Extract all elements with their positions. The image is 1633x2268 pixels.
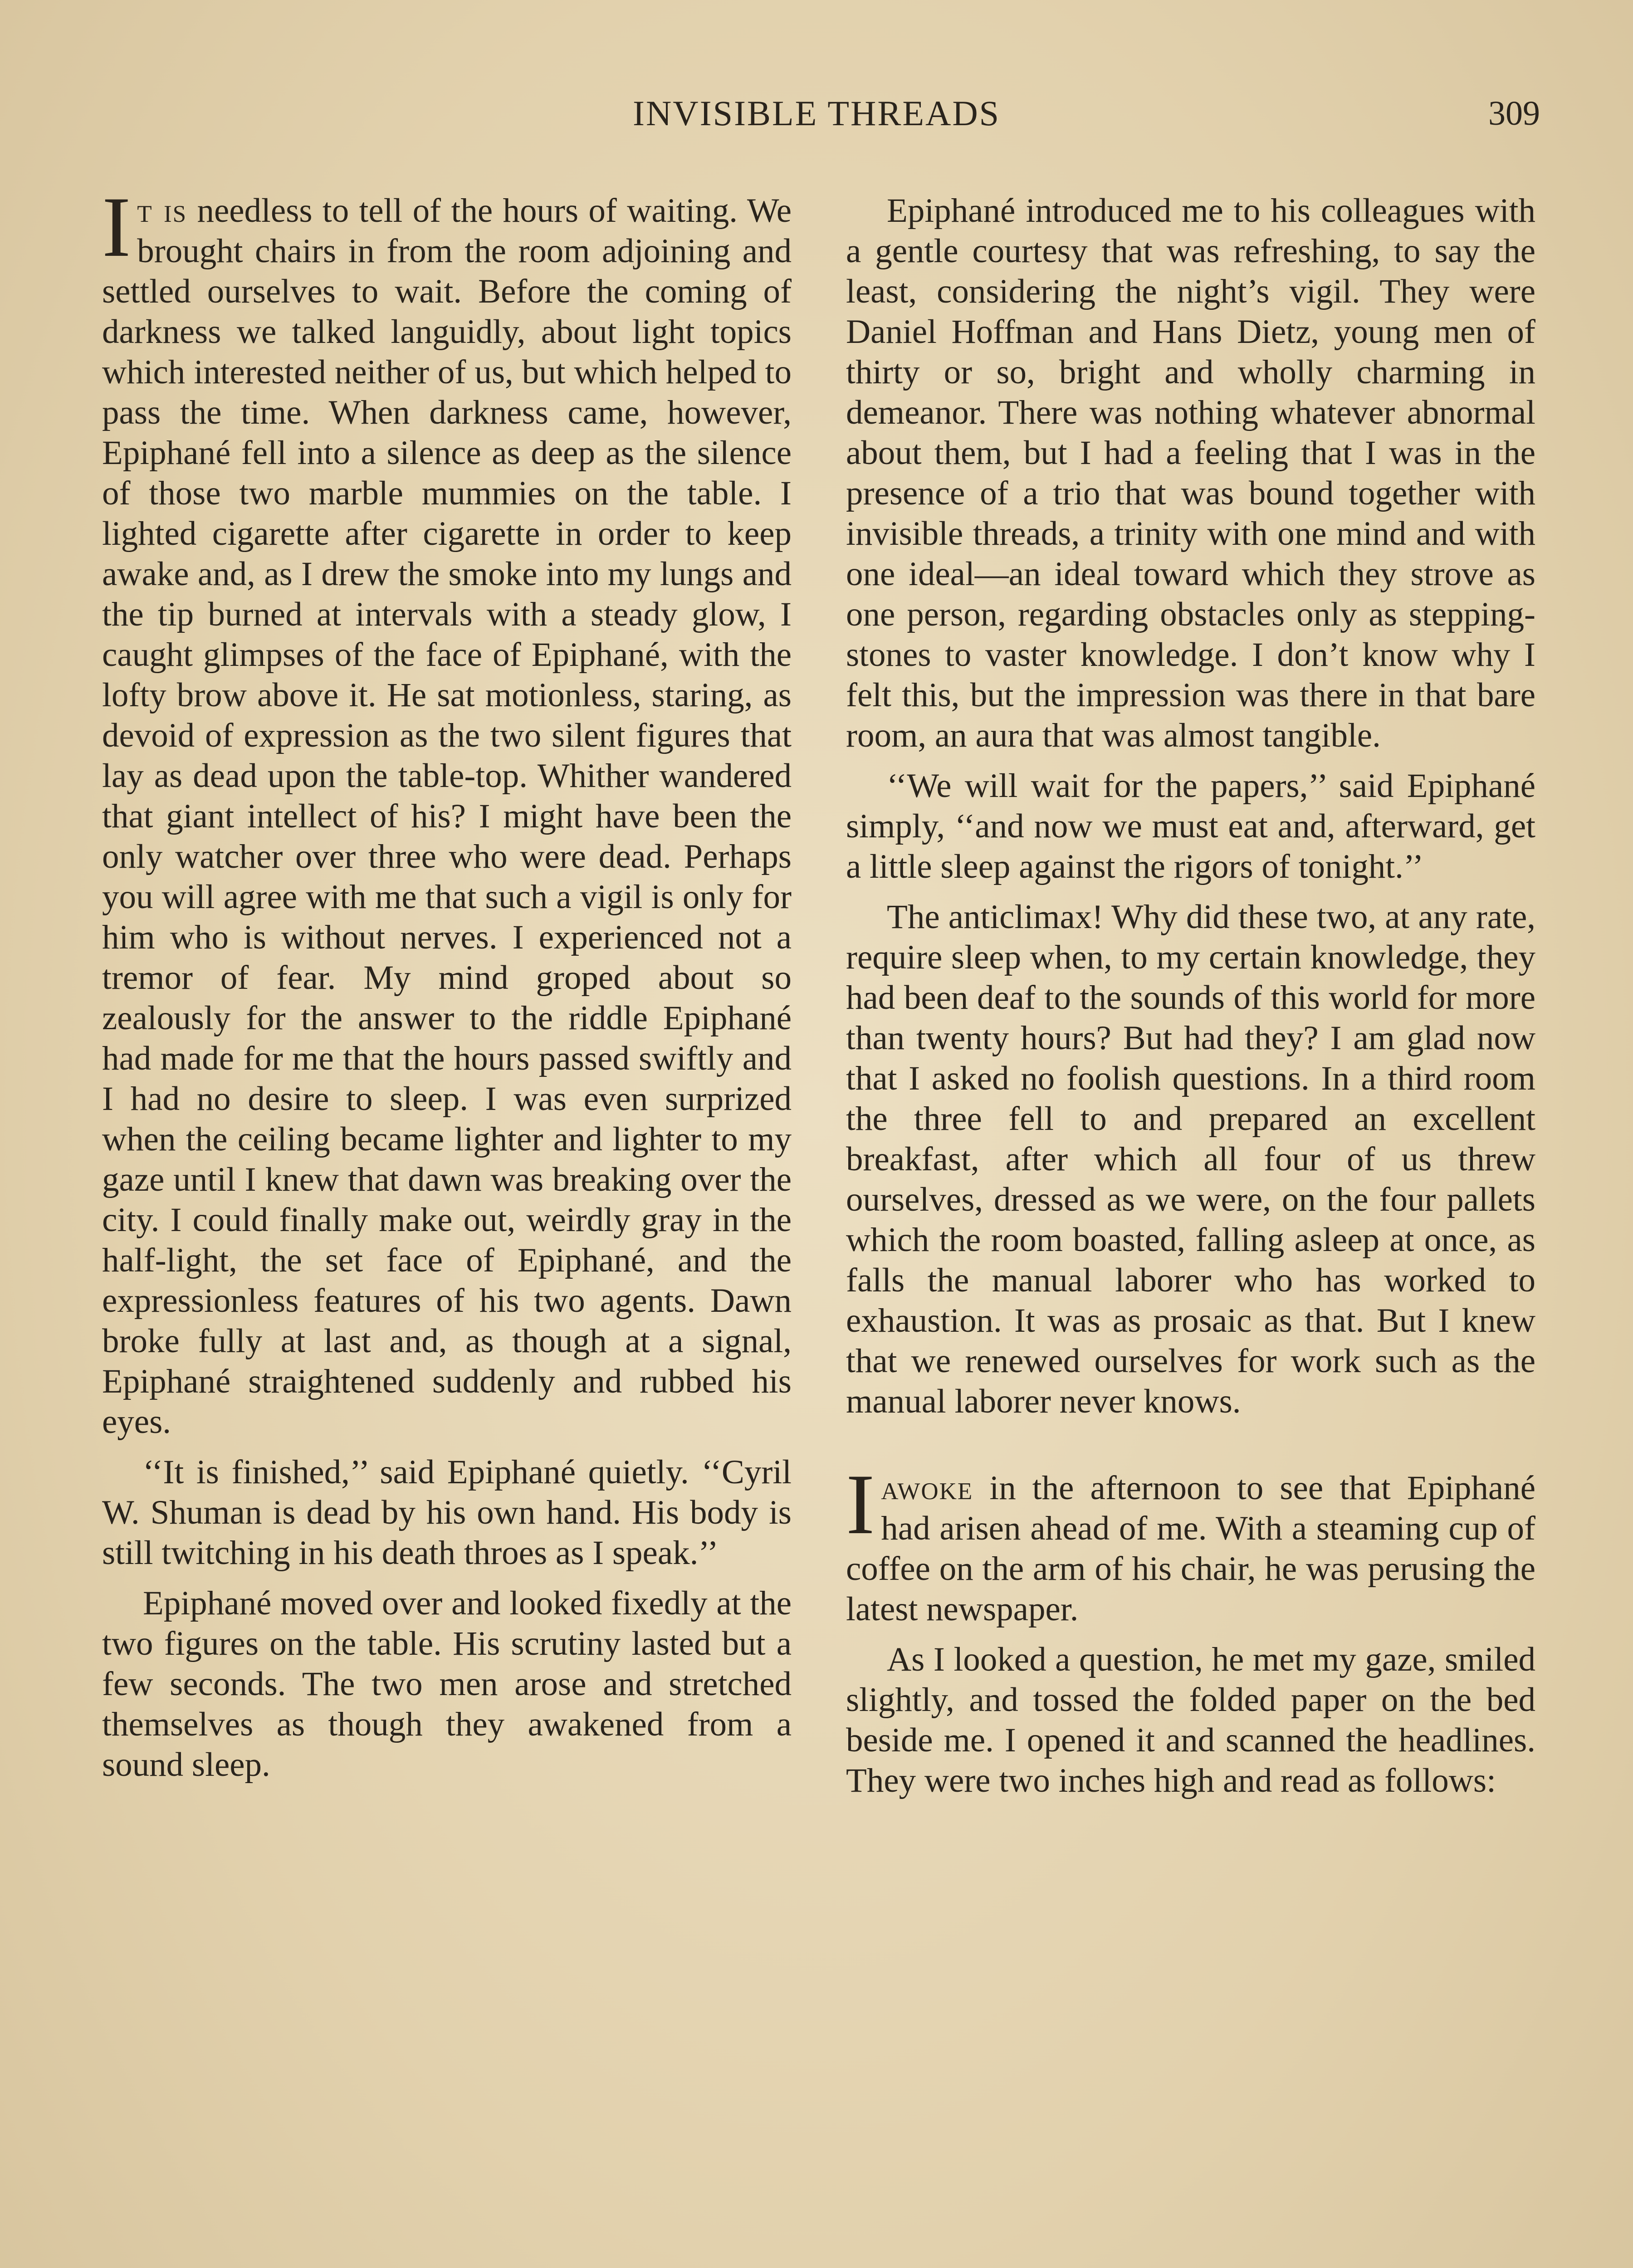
- paragraph: Epiphané moved over and looked fixedly at the two figures on the table. His scrutiny lasted but a few seconds. The two men arose and stretched themselves as though they awakened from a sound sleep.: [102, 1584, 792, 1784]
- paragraph-text: in the afternoon to see that Epiphané had arisen ahead of me. With a steaming cup of coffee on the arm of his chair, he was perusing the latest newspaper.: [846, 1469, 1535, 1628]
- paragraph: ‘‘We will wait for the papers,’’ said Epiphané simply, ‘‘and now we must eat and, afterward, get a little sleep against the rigors of tonight.’’: [846, 767, 1535, 885]
- left-column: [102, 180, 792, 1795]
- paragraph-text: needless to tell of the hours of waiting. We brought chairs in from the room adjoining and settled ourselves to wait. Before the coming of darkness we talked languidly, about light topics which interested neither of us, but which helped to pass the time. When darkness came, however, Epiphané fell into a silence as deep as the silence of those two marble mummies on the table. I lighted cigarette after cigarette in order to keep awake and, as I drew the smoke into my lungs and the tip burned at intervals with a steady glow, I caught glimpses of the face of Epiphané, with the lofty brow above it. He sat motionless, staring, as devoid of expression as the two silent figures that lay as dead upon the table-top. Whither wandered that giant intellect of his? I might have been the only watcher over three who were dead. Perhaps you will agree with me that such a vigil is only for him who is without nerves. I experienced not a tremor of fear. My mind groped about so zealously for the answer to the riddle Epiphané had made for me that the hours passed swiftly and I had no desire to sleep. I was even surprized when the ceiling became lighter and lighter to my gaze until I knew that dawn was breaking over the city. I could finally make out, weirdly gray in the half-light, the set face of Epiphané, and the expressionless features of his two agents. Dawn broke fully at last and, as though at a signal, Epiphané straightened suddenly and rubbed his eyes.: [102, 192, 792, 1441]
- paragraph: Epiphané introduced me to his colleagues with a gentle courtesy that was refreshing, to say the least, considering the night’s vigil. They were Daniel Hoffman and Hans Dietz, young men of thirty or so, bright and wholly charming in demeanor. There was nothing whatever abnormal about them, but I had a feeling that I was in the presence of a trio that was bound together with invisible threads, a trinity with one mind and with one ideal—an ideal toward which they strove as one person, regarding obstacles only as stepping-stones to vaster knowledge. I don’t know why I felt this, but the impression was there in that bare room, an aura that was almost tangible.: [846, 192, 1535, 754]
- paragraph: As I looked a question, he met my gaze, smiled slightly, and tossed the folded paper on the bed beside me. I opened it and scanned the headlines. They were two inches high and read as follows:: [846, 1641, 1535, 1799]
- paragraph: The anticlimax! Why did these two, at any rate, require sleep when, to my certain knowledge, they had been deaf to the sounds of this world for more than twenty hours? But had they? I am glad now that I asked no foolish questions. In a third room the three fell to and prepared an excellent breakfast, after which all four of us threw ourselves, dressed as we were, on the four pallets which the room boasted, falling asleep at once, as falls the manual laborer who has worked to exhaustion. It was as prosaic as that. But I knew that we renewed ourselves for work such as the manual laborer never knows.: [846, 898, 1535, 1420]
- paragraph: ‘‘It is finished,’’ said Epiphané quietly. ‘‘Cyril W. Shuman is dead by his own hand. His body is still twitching in his death throes as I speak.’’: [102, 1453, 792, 1572]
- section-break: [846, 1432, 1535, 1468]
- paragraph: [102, 180, 792, 1442]
- drop-cap: I: [102, 180, 131, 275]
- right-column: [846, 191, 1535, 1811]
- running-title: INVISIBLE THREADS: [632, 93, 1001, 133]
- page-number: 309: [1488, 94, 1540, 132]
- small-caps-lead: awoke: [881, 1469, 973, 1507]
- drop-cap: I: [846, 1457, 875, 1552]
- paragraph: [846, 1457, 1535, 1629]
- running-header: [0, 86, 1633, 141]
- small-caps-lead: t is: [137, 192, 187, 230]
